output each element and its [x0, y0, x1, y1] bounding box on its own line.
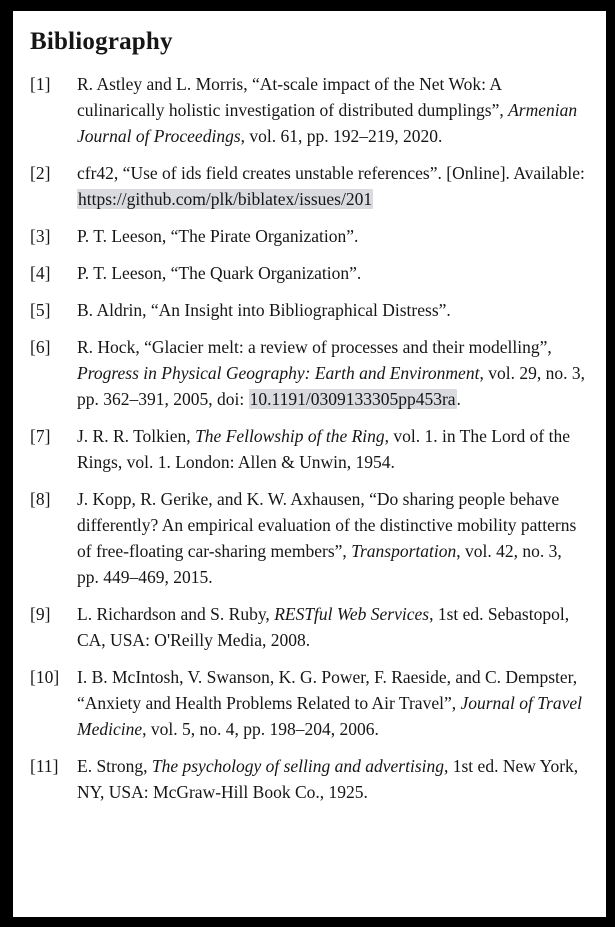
- reference-number: [6]: [30, 337, 51, 358]
- reference-number: [4]: [30, 263, 51, 284]
- reference-segment: , vol. 42, no. 3, pp. 449–469, 2015.: [77, 541, 562, 588]
- reference-number: [1]: [30, 74, 51, 95]
- reference-number: [5]: [30, 300, 51, 321]
- reference-text: [77, 260, 586, 286]
- reference-text: [77, 223, 586, 249]
- reference-number: [7]: [30, 426, 51, 447]
- reference-link[interactable]: 10.1191/0309133305pp453ra: [249, 389, 456, 410]
- reference-segment: RESTful Web Services: [274, 604, 430, 625]
- reference-text: [77, 334, 586, 412]
- reference-segment: Journal of Travel Medicine: [77, 693, 583, 740]
- reference-item: [30, 423, 586, 475]
- reference-segment: The psychology of selling and advertising: [151, 756, 444, 777]
- document-page: [13, 11, 606, 805]
- reference-segment: P. T. Leeson, “The Quark Organization”.: [77, 263, 362, 284]
- reference-segment: P. T. Leeson, “The Pirate Organization”.: [77, 226, 359, 247]
- reference-number: [9]: [30, 604, 51, 625]
- reference-item: [30, 160, 586, 212]
- reference-segment: , vol. 5, no. 4, pp. 198–204, 2006.: [142, 719, 379, 740]
- reference-number: [10]: [30, 667, 60, 688]
- reference-list: [30, 71, 586, 805]
- page-title: Bibliography: [30, 28, 173, 55]
- reference-item: [30, 260, 586, 286]
- reference-segment: The Fellowship of the Ring: [195, 426, 385, 447]
- reference-item: [30, 223, 586, 249]
- reference-segment: R. Astley and L. Morris, “At-scale impact of the Net Wok: A culinarically holistic investigation of distributed dumplings”,: [77, 74, 509, 121]
- reference-number: [2]: [30, 163, 51, 184]
- reference-text: [77, 71, 586, 149]
- reference-number: [3]: [30, 226, 51, 247]
- reference-segment: , vol. 1. in The Lord of the Rings, vol. 1. London: Allen & Unwin, 1954.: [77, 426, 570, 473]
- reference-segment: Armenian Journal of Proceedings: [77, 100, 578, 147]
- reference-segment: , vol. 61, pp. 192–219, 2020.: [240, 126, 443, 147]
- reference-item: [30, 601, 586, 653]
- reference-segment: I. B. McIntosh, V. Swanson, K. G. Power, F. Raeside, and C. Dempster, “Anxiety and Health Problems Related to Air Travel”,: [77, 667, 578, 714]
- reference-link[interactable]: https://github.com/plk/biblatex/issues/201: [78, 189, 373, 210]
- reference-segment: cfr42, “Use of ids field creates unstable references”. [Online]. Available:: [77, 163, 585, 184]
- reference-item: [30, 664, 586, 742]
- reference-item: [30, 297, 586, 323]
- reference-text: [77, 160, 586, 212]
- reference-segment: Transportation: [351, 541, 457, 562]
- reference-item: [30, 753, 586, 805]
- reference-segment: .: [456, 389, 461, 410]
- reference-segment: J. R. R. Tolkien,: [77, 426, 196, 447]
- reference-segment: E. Strong,: [77, 756, 152, 777]
- reference-text: [77, 664, 586, 742]
- reference-text: [77, 753, 586, 805]
- reference-number: [8]: [30, 489, 51, 510]
- reference-text: [77, 601, 586, 653]
- reference-text: [77, 486, 586, 590]
- reference-item: [30, 71, 586, 149]
- reference-segment: J. Kopp, R. Gerike, and K. W. Axhausen, “Do sharing people behave differently? An empirical evaluation of the distinctive mobility patterns of free-floating car-sharing members”,: [77, 489, 577, 562]
- reference-segment: , 1st ed. New York, NY, USA: McGraw-Hill Book Co., 1925.: [77, 756, 579, 803]
- reference-segment: Progress in Physical Geography: Earth and Environment: [77, 363, 480, 384]
- reference-segment: , vol. 29, no. 3, pp. 362–391, 2005, doi:: [77, 363, 585, 410]
- reference-text: [77, 423, 586, 475]
- reference-segment: , 1st ed. Sebastopol, CA, USA: O'Reilly Media, 2008.: [77, 604, 570, 651]
- reference-segment: L. Richardson and S. Ruby,: [77, 604, 275, 625]
- reference-item: [30, 334, 586, 412]
- reference-item: [30, 486, 586, 590]
- reference-number: [11]: [30, 756, 59, 777]
- reference-text: [77, 297, 586, 323]
- reference-segment: B. Aldrin, “An Insight into Bibliographical Distress”.: [77, 300, 451, 321]
- reference-segment: R. Hock, “Glacier melt: a review of processes and their modelling”,: [77, 337, 552, 358]
